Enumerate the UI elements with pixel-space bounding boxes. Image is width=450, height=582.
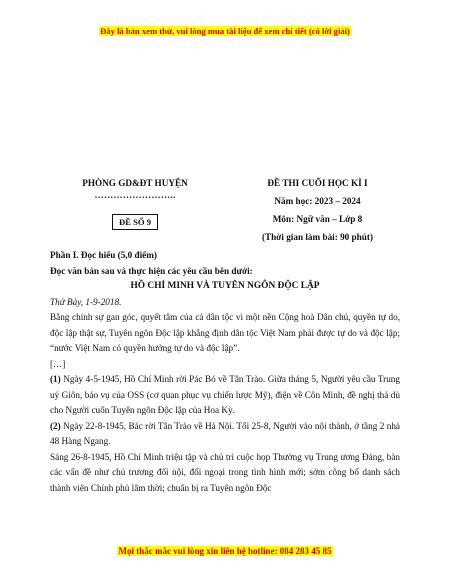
exam-duration: (Thời gian làm bài: 90 phút) (261, 232, 374, 242)
ellipsis-marker: […] (50, 358, 66, 369)
hotline-banner (0, 546, 450, 556)
item-1-text: Ngày 4-5-1945, Hồ Chí Minh rời Pác Bó về Tân Trào. Giữa tháng 5, Người yêu cầu Trung uý Giôn, báo vụ của OSS (cơ quan phục vụ chiến lược Mỹ), điện về Côn Minh, đề nghị thả dù cho Người cuốn Tuyên ngôn Độc lập của Hoa Kỳ. (50, 374, 400, 415)
paragraph-item-1 (50, 372, 400, 419)
passage-date: Thứ Bảy, 1-9-2018. (50, 296, 122, 307)
document-header (50, 176, 400, 246)
header-left (50, 176, 220, 230)
department-placeholder: …………………….. (94, 190, 176, 200)
paragraph-item-2 (50, 419, 400, 450)
subject-grade: Môn: Ngữ văn – Lớp 8 (272, 214, 363, 224)
department-name: PHÒNG GD&ĐT HUYỆN (82, 178, 188, 188)
item-1-marker: (1) (50, 374, 61, 384)
item-2-marker: (2) (50, 420, 61, 431)
passage-text (50, 310, 400, 496)
passage-title: HỒ CHÍ MINH VÀ TUYÊN NGÔN ĐỘC LẬP (130, 281, 320, 291)
exam-title: ĐỀ THI CUỐI HỌC KÌ I (267, 178, 368, 188)
paragraph-1: Bằng chính sự gan góc, quyết tâm của cả dân tộc vì một nền Cộng hoà Dân chủ, quyền tự do, độc lập thật sự, Tuyên ngôn Độc lập khẳng định dân tộc Việt Nam phải được tự do và độc lập; “nước Việt Nam có quyền hưởng tự do và độc lập”. (50, 312, 400, 353)
preview-notice-banner (0, 26, 450, 36)
item-2-text: Ngày 22-8-1945, Bác rời Tân Trào về Hà Nội. Tối 25-8, Người vào nội thành, ở tầng 2 nhà 48 Hàng Ngang. (50, 420, 400, 446)
reading-instruction: Đọc văn bản sau và thực hiện các yêu cầu bên dưới: (50, 265, 253, 276)
school-year: Năm học: 2023 – 2024 (274, 196, 361, 206)
exam-number-box: ĐỀ SỐ 9 (112, 214, 158, 230)
preview-notice-text: Đây là bản xem thử, vui lòng mua tài liệu để xem chi tiết (có lời giải) (100, 26, 350, 36)
hotline-text: Mọi thắc mắc vui lòng xin liên hệ hotline: 084 283 45 85 (118, 546, 332, 556)
section-heading: Phần I. Đọc hiểu (5,0 điểm) (50, 250, 157, 260)
header-right (230, 176, 405, 248)
document-body (50, 248, 400, 496)
paragraph-last: Sáng 26-8-1945, Hồ Chí Minh triệu tập và chủ trì cuộc họp Thường vụ Trung ương Đảng, bàn các vấn đề như chủ trương đối nội, đối ngoại trong tình hình mới; sớm công bố danh sách thành viên Chính phủ lâm thời; chuẩn bị ra Tuyên ngôn Độc (50, 451, 400, 493)
